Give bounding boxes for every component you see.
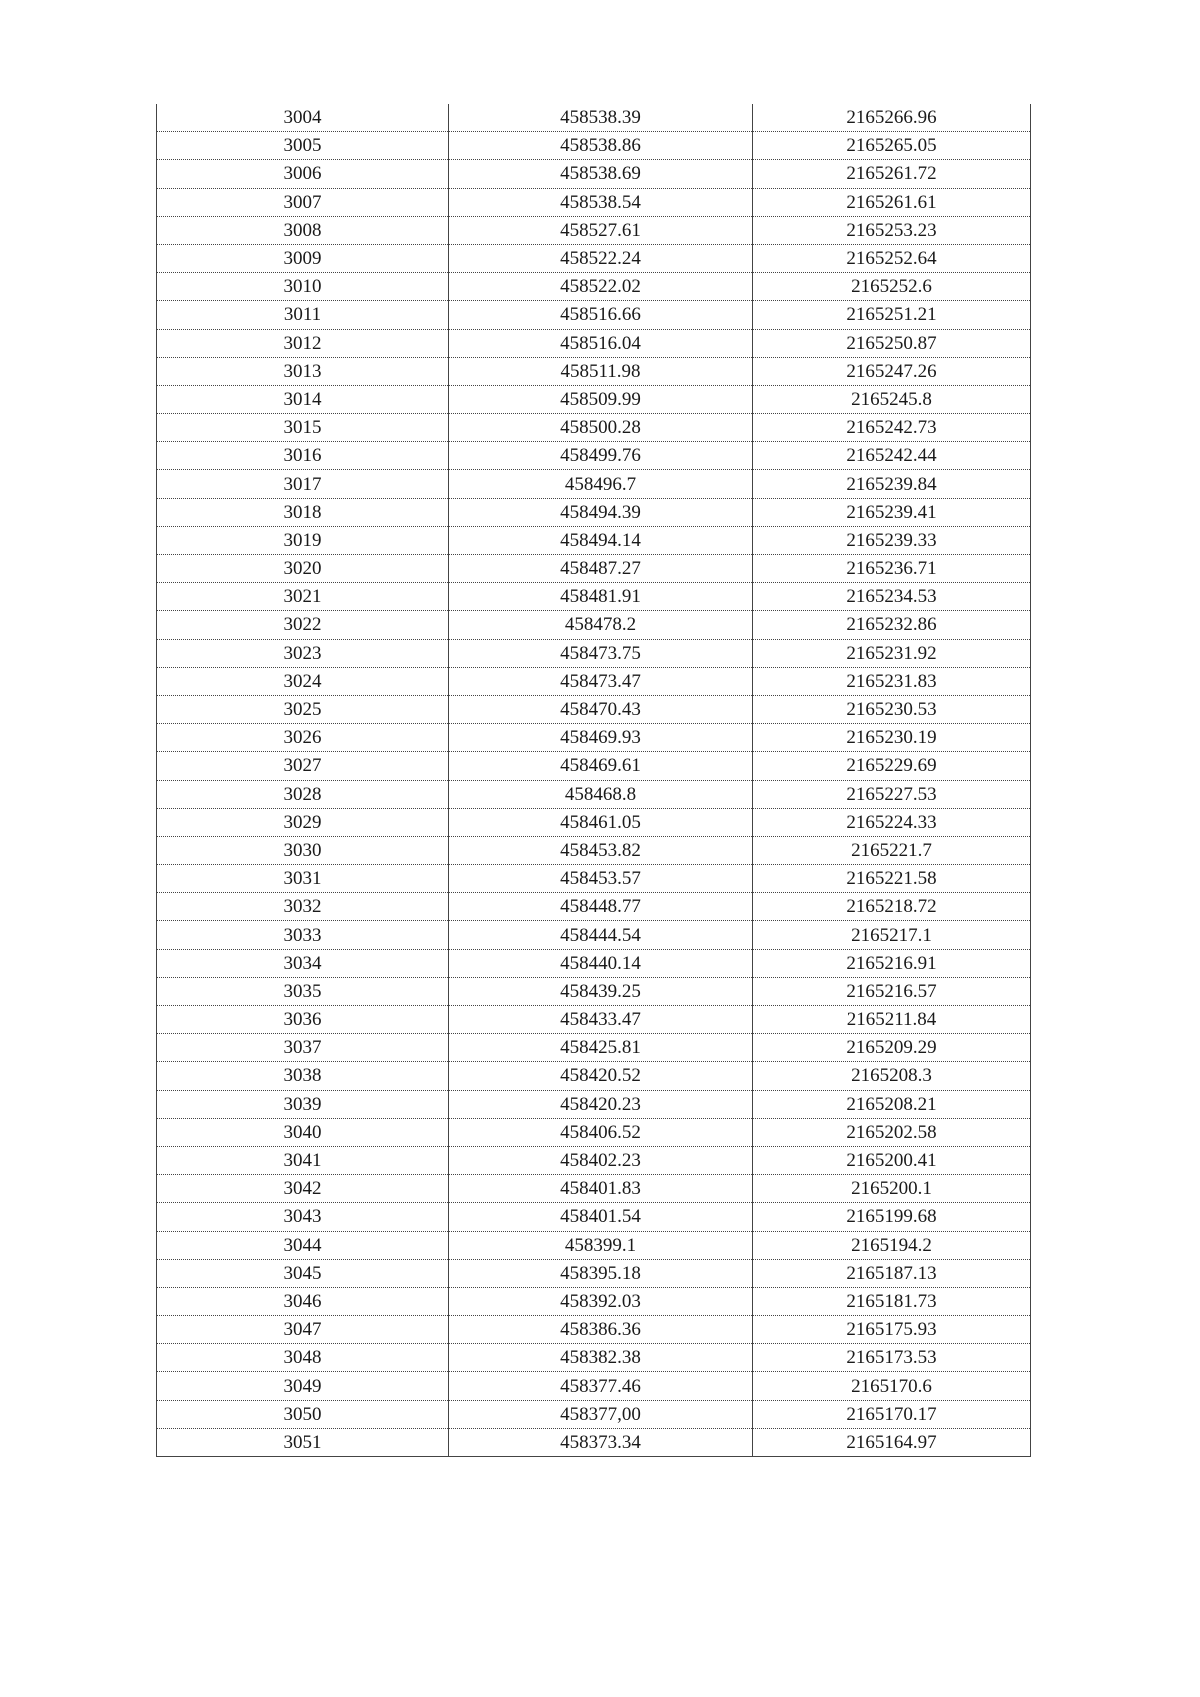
table-row [157, 216, 1031, 244]
y-coordinate-cell: 2165266.96 [753, 104, 1031, 132]
table-row [157, 442, 1031, 470]
x-coordinate-cell: 458406.52 [449, 1118, 753, 1146]
point-id-cell: 3022 [157, 611, 449, 639]
x-coordinate-cell: 458402.23 [449, 1146, 753, 1174]
x-coordinate-cell: 458473.75 [449, 639, 753, 667]
table-row [157, 1231, 1031, 1259]
y-coordinate-cell: 2165208.3 [753, 1062, 1031, 1090]
point-id-cell: 3025 [157, 695, 449, 723]
point-id-cell: 3010 [157, 273, 449, 301]
y-coordinate-cell: 2165216.91 [753, 949, 1031, 977]
y-coordinate-cell: 2165199.68 [753, 1203, 1031, 1231]
x-coordinate-cell: 458453.57 [449, 865, 753, 893]
y-coordinate-cell: 2165239.41 [753, 498, 1031, 526]
x-coordinate-cell: 458469.93 [449, 724, 753, 752]
x-coordinate-cell: 458392.03 [449, 1287, 753, 1315]
point-id-cell: 3012 [157, 329, 449, 357]
x-coordinate-cell: 458469.61 [449, 752, 753, 780]
table-row [157, 780, 1031, 808]
y-coordinate-cell: 2165164.97 [753, 1428, 1031, 1456]
table-row [157, 1287, 1031, 1315]
table-row [157, 526, 1031, 554]
point-id-cell: 3014 [157, 385, 449, 413]
point-id-cell: 3051 [157, 1428, 449, 1456]
coordinate-table-body [157, 104, 1031, 1457]
x-coordinate-cell: 458494.39 [449, 498, 753, 526]
x-coordinate-cell: 458440.14 [449, 949, 753, 977]
x-coordinate-cell: 458399.1 [449, 1231, 753, 1259]
table-row [157, 695, 1031, 723]
point-id-cell: 3029 [157, 808, 449, 836]
x-coordinate-cell: 458453.82 [449, 836, 753, 864]
y-coordinate-cell: 2165231.83 [753, 667, 1031, 695]
point-id-cell: 3036 [157, 1006, 449, 1034]
x-coordinate-cell: 458516.04 [449, 329, 753, 357]
table-row [157, 1259, 1031, 1287]
x-coordinate-cell: 458496.7 [449, 470, 753, 498]
y-coordinate-cell: 2165227.53 [753, 780, 1031, 808]
table-row [157, 1090, 1031, 1118]
point-id-cell: 3040 [157, 1118, 449, 1146]
point-id-cell: 3005 [157, 132, 449, 160]
y-coordinate-cell: 2165231.92 [753, 639, 1031, 667]
point-id-cell: 3027 [157, 752, 449, 780]
x-coordinate-cell: 458373.34 [449, 1428, 753, 1456]
x-coordinate-cell: 458522.24 [449, 244, 753, 272]
table-row [157, 836, 1031, 864]
table-row [157, 104, 1031, 132]
x-coordinate-cell: 458377.46 [449, 1372, 753, 1400]
point-id-cell: 3008 [157, 216, 449, 244]
y-coordinate-cell: 2165261.72 [753, 160, 1031, 188]
x-coordinate-cell: 458499.76 [449, 442, 753, 470]
table-row [157, 667, 1031, 695]
point-id-cell: 3050 [157, 1400, 449, 1428]
point-id-cell: 3013 [157, 357, 449, 385]
table-row [157, 724, 1031, 752]
coordinate-table [156, 104, 1031, 1457]
y-coordinate-cell: 2165181.73 [753, 1287, 1031, 1315]
point-id-cell: 3026 [157, 724, 449, 752]
y-coordinate-cell: 2165253.23 [753, 216, 1031, 244]
y-coordinate-cell: 2165211.84 [753, 1006, 1031, 1034]
x-coordinate-cell: 458425.81 [449, 1034, 753, 1062]
y-coordinate-cell: 2165242.73 [753, 414, 1031, 442]
y-coordinate-cell: 2165170.6 [753, 1372, 1031, 1400]
table-row [157, 1344, 1031, 1372]
point-id-cell: 3017 [157, 470, 449, 498]
x-coordinate-cell: 458444.54 [449, 921, 753, 949]
point-id-cell: 3024 [157, 667, 449, 695]
y-coordinate-cell: 2165251.21 [753, 301, 1031, 329]
y-coordinate-cell: 2165252.6 [753, 273, 1031, 301]
point-id-cell: 3018 [157, 498, 449, 526]
x-coordinate-cell: 458538.86 [449, 132, 753, 160]
x-coordinate-cell: 458527.61 [449, 216, 753, 244]
x-coordinate-cell: 458461.05 [449, 808, 753, 836]
table-row [157, 583, 1031, 611]
point-id-cell: 3009 [157, 244, 449, 272]
table-row [157, 752, 1031, 780]
point-id-cell: 3021 [157, 583, 449, 611]
table-row [157, 1118, 1031, 1146]
point-id-cell: 3034 [157, 949, 449, 977]
x-coordinate-cell: 458538.39 [449, 104, 753, 132]
x-coordinate-cell: 458473.47 [449, 667, 753, 695]
table-row [157, 555, 1031, 583]
point-id-cell: 3004 [157, 104, 449, 132]
y-coordinate-cell: 2165245.8 [753, 385, 1031, 413]
x-coordinate-cell: 458377,00 [449, 1400, 753, 1428]
y-coordinate-cell: 2165234.53 [753, 583, 1031, 611]
table-row [157, 329, 1031, 357]
y-coordinate-cell: 2165221.7 [753, 836, 1031, 864]
y-coordinate-cell: 2165173.53 [753, 1344, 1031, 1372]
point-id-cell: 3037 [157, 1034, 449, 1062]
y-coordinate-cell: 2165229.69 [753, 752, 1031, 780]
table-row [157, 893, 1031, 921]
y-coordinate-cell: 2165200.41 [753, 1146, 1031, 1174]
table-row [157, 921, 1031, 949]
x-coordinate-cell: 458494.14 [449, 526, 753, 554]
point-id-cell: 3044 [157, 1231, 449, 1259]
y-coordinate-cell: 2165232.86 [753, 611, 1031, 639]
x-coordinate-cell: 458470.43 [449, 695, 753, 723]
table-row [157, 639, 1031, 667]
table-row [157, 808, 1031, 836]
table-row [157, 1006, 1031, 1034]
point-id-cell: 3049 [157, 1372, 449, 1400]
y-coordinate-cell: 2165230.19 [753, 724, 1031, 752]
point-id-cell: 3033 [157, 921, 449, 949]
table-row [157, 1316, 1031, 1344]
table-row [157, 977, 1031, 1005]
y-coordinate-cell: 2165170.17 [753, 1400, 1031, 1428]
y-coordinate-cell: 2165252.64 [753, 244, 1031, 272]
y-coordinate-cell: 2165209.29 [753, 1034, 1031, 1062]
point-id-cell: 3048 [157, 1344, 449, 1372]
table-row [157, 1372, 1031, 1400]
x-coordinate-cell: 458500.28 [449, 414, 753, 442]
y-coordinate-cell: 2165224.33 [753, 808, 1031, 836]
table-row [157, 273, 1031, 301]
y-coordinate-cell: 2165218.72 [753, 893, 1031, 921]
y-coordinate-cell: 2165250.87 [753, 329, 1031, 357]
point-id-cell: 3038 [157, 1062, 449, 1090]
x-coordinate-cell: 458487.27 [449, 555, 753, 583]
y-coordinate-cell: 2165239.33 [753, 526, 1031, 554]
table-row [157, 1146, 1031, 1174]
y-coordinate-cell: 2165194.2 [753, 1231, 1031, 1259]
point-id-cell: 3006 [157, 160, 449, 188]
x-coordinate-cell: 458538.54 [449, 188, 753, 216]
y-coordinate-cell: 2165265.05 [753, 132, 1031, 160]
point-id-cell: 3042 [157, 1175, 449, 1203]
y-coordinate-cell: 2165208.21 [753, 1090, 1031, 1118]
table-row [157, 1203, 1031, 1231]
y-coordinate-cell: 2165175.93 [753, 1316, 1031, 1344]
table-row [157, 865, 1031, 893]
table-row [157, 1400, 1031, 1428]
y-coordinate-cell: 2165202.58 [753, 1118, 1031, 1146]
x-coordinate-cell: 458401.83 [449, 1175, 753, 1203]
x-coordinate-cell: 458439.25 [449, 977, 753, 1005]
table-row [157, 301, 1031, 329]
x-coordinate-cell: 458433.47 [449, 1006, 753, 1034]
point-id-cell: 3007 [157, 188, 449, 216]
x-coordinate-cell: 458401.54 [449, 1203, 753, 1231]
table-row [157, 1062, 1031, 1090]
point-id-cell: 3039 [157, 1090, 449, 1118]
x-coordinate-cell: 458382.38 [449, 1344, 753, 1372]
x-coordinate-cell: 458468.8 [449, 780, 753, 808]
x-coordinate-cell: 458420.23 [449, 1090, 753, 1118]
table-row [157, 160, 1031, 188]
point-id-cell: 3045 [157, 1259, 449, 1287]
x-coordinate-cell: 458481.91 [449, 583, 753, 611]
x-coordinate-cell: 458516.66 [449, 301, 753, 329]
point-id-cell: 3047 [157, 1316, 449, 1344]
x-coordinate-cell: 458509.99 [449, 385, 753, 413]
x-coordinate-cell: 458478.2 [449, 611, 753, 639]
y-coordinate-cell: 2165187.13 [753, 1259, 1031, 1287]
table-row [157, 414, 1031, 442]
y-coordinate-cell: 2165239.84 [753, 470, 1031, 498]
table-row [157, 498, 1031, 526]
x-coordinate-cell: 458511.98 [449, 357, 753, 385]
point-id-cell: 3030 [157, 836, 449, 864]
y-coordinate-cell: 2165247.26 [753, 357, 1031, 385]
point-id-cell: 3043 [157, 1203, 449, 1231]
point-id-cell: 3020 [157, 555, 449, 583]
point-id-cell: 3015 [157, 414, 449, 442]
y-coordinate-cell: 2165230.53 [753, 695, 1031, 723]
y-coordinate-cell: 2165236.71 [753, 555, 1031, 583]
y-coordinate-cell: 2165200.1 [753, 1175, 1031, 1203]
table-row [157, 1428, 1031, 1456]
point-id-cell: 3011 [157, 301, 449, 329]
y-coordinate-cell: 2165221.58 [753, 865, 1031, 893]
point-id-cell: 3041 [157, 1146, 449, 1174]
table-row [157, 470, 1031, 498]
table-row [157, 385, 1031, 413]
table-row [157, 1034, 1031, 1062]
point-id-cell: 3023 [157, 639, 449, 667]
table-row [157, 949, 1031, 977]
point-id-cell: 3028 [157, 780, 449, 808]
table-row [157, 357, 1031, 385]
point-id-cell: 3035 [157, 977, 449, 1005]
point-id-cell: 3046 [157, 1287, 449, 1315]
point-id-cell: 3019 [157, 526, 449, 554]
table-row [157, 611, 1031, 639]
y-coordinate-cell: 2165217.1 [753, 921, 1031, 949]
point-id-cell: 3031 [157, 865, 449, 893]
x-coordinate-cell: 458386.36 [449, 1316, 753, 1344]
table-row [157, 244, 1031, 272]
point-id-cell: 3016 [157, 442, 449, 470]
y-coordinate-cell: 2165216.57 [753, 977, 1031, 1005]
y-coordinate-cell: 2165261.61 [753, 188, 1031, 216]
table-row [157, 1175, 1031, 1203]
x-coordinate-cell: 458420.52 [449, 1062, 753, 1090]
x-coordinate-cell: 458448.77 [449, 893, 753, 921]
table-row [157, 188, 1031, 216]
x-coordinate-cell: 458522.02 [449, 273, 753, 301]
y-coordinate-cell: 2165242.44 [753, 442, 1031, 470]
x-coordinate-cell: 458395.18 [449, 1259, 753, 1287]
table-row [157, 132, 1031, 160]
x-coordinate-cell: 458538.69 [449, 160, 753, 188]
point-id-cell: 3032 [157, 893, 449, 921]
